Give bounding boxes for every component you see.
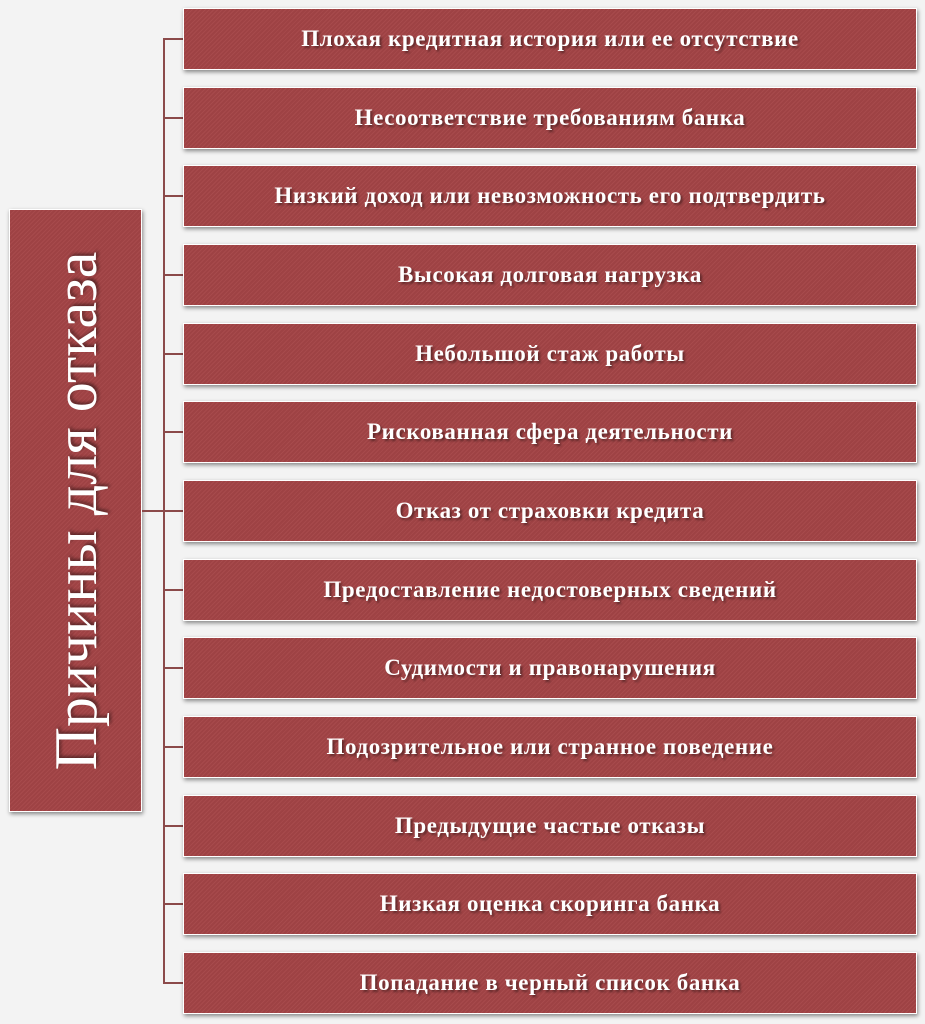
reason-item-label: Предоставление недостоверных сведений <box>323 577 777 602</box>
reason-item <box>183 716 917 778</box>
root-node-label: Причины для отказа <box>42 251 109 770</box>
reason-item <box>183 323 917 385</box>
reason-item <box>183 87 917 149</box>
reason-item <box>183 401 917 463</box>
branch-connector <box>164 353 183 355</box>
branch-connector <box>164 982 183 984</box>
reason-item-label: Судимости и правонарушения <box>384 655 716 680</box>
branch-connector <box>164 274 183 276</box>
branch-connector <box>164 903 183 905</box>
branch-connector <box>164 825 183 827</box>
reason-item-label: Отказ от страховки кредита <box>395 498 705 523</box>
reason-item <box>183 559 917 621</box>
reason-item-label: Низкий доход или невозможность его подтвердить <box>274 183 826 208</box>
reason-item-label: Рискованная сфера деятельности <box>367 419 733 444</box>
reason-item-label: Высокая долговая нагрузка <box>397 262 703 287</box>
branch-connector <box>164 195 183 197</box>
reason-item <box>183 795 917 857</box>
reason-item <box>183 244 917 306</box>
reason-item-label: Плохая кредитная история или ее отсутствие <box>301 26 799 51</box>
reason-item <box>183 873 917 935</box>
reason-item-label: Низкая оценка скоринга банка <box>379 891 721 916</box>
reason-item-label: Подозрительное или странное поведение <box>326 734 774 759</box>
root-node <box>9 209 142 812</box>
branch-connector <box>164 38 183 40</box>
branch-connector <box>164 117 183 119</box>
reason-item <box>183 637 917 699</box>
reason-item-label: Предыдущие частые отказы <box>394 813 706 838</box>
reason-item <box>183 952 917 1014</box>
reason-item-label: Несоответствие требованиям банка <box>354 105 746 130</box>
branch-connector <box>164 589 183 591</box>
branch-connector <box>164 746 183 748</box>
reason-item-label: Небольшой стаж работы <box>415 341 685 366</box>
reason-item <box>183 165 917 227</box>
branch-connector <box>164 510 183 512</box>
branch-connector <box>164 431 183 433</box>
reason-item <box>183 480 917 542</box>
reason-item-label: Попадание в черный список банка <box>359 970 741 995</box>
root-connector <box>142 510 164 512</box>
reason-item <box>183 8 917 70</box>
branch-connector <box>164 667 183 669</box>
